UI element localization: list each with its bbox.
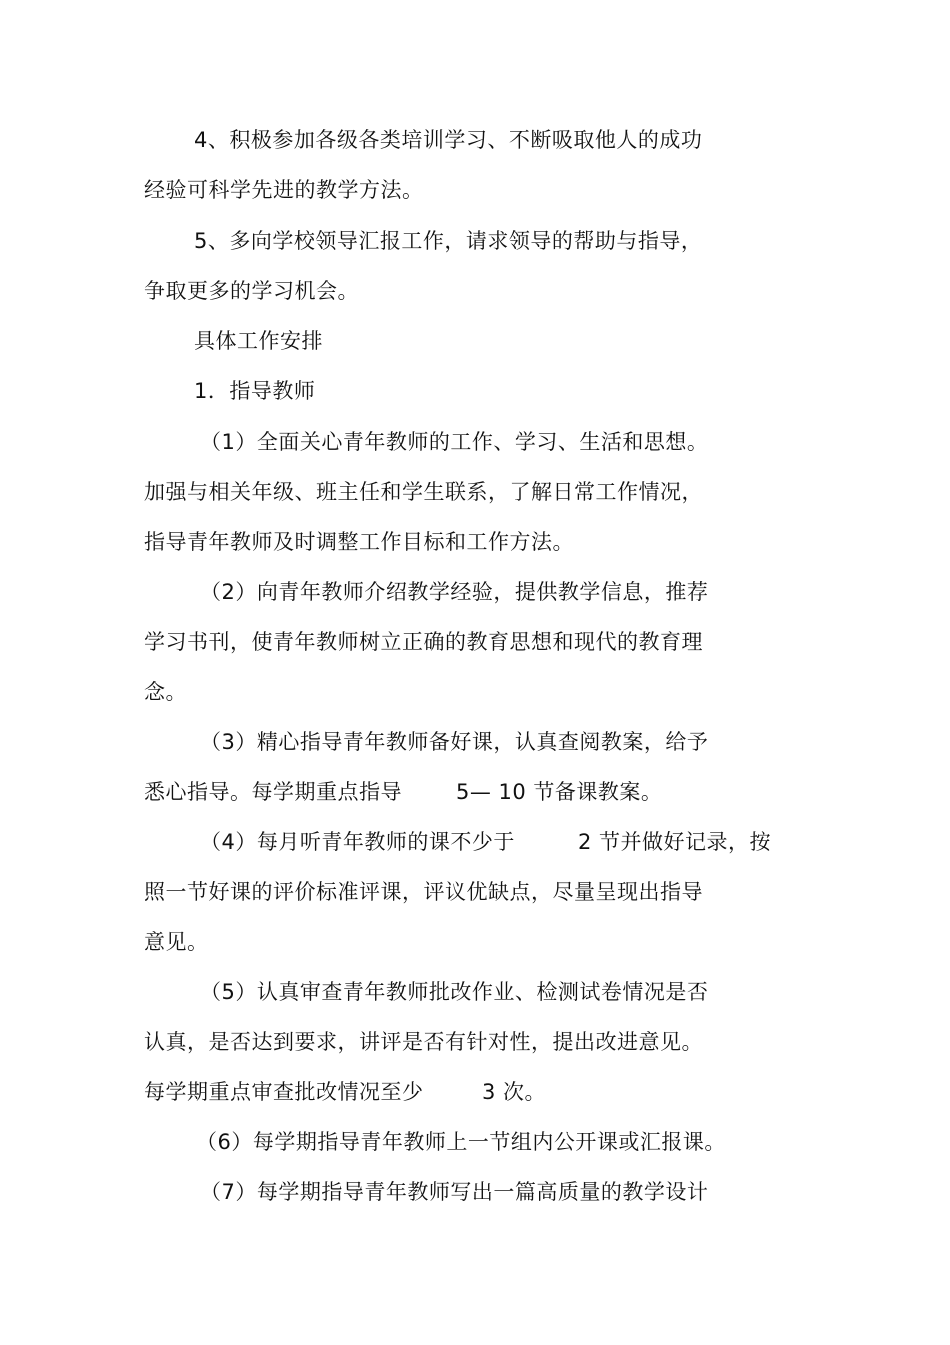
paragraph-line: 指导青年教师及时调整工作目标和工作方法。 — [144, 530, 574, 554]
paragraph-line: 每学期重点审查批改情况至少 — [144, 1080, 424, 1104]
section-heading: 具体工作安排 — [194, 329, 323, 353]
paragraph-line: （5）认真审查青年教师批改作业、检测试卷情况是否 — [200, 980, 709, 1004]
paragraph-line: 争取更多的学习机会。 — [144, 279, 359, 303]
paragraph-line: 认真，是否达到要求，讲评是否有针对性，提出改进意见。 — [144, 1030, 703, 1054]
paragraph-line: （6）每学期指导青年教师上一节组内公开课或汇报课。 — [196, 1130, 726, 1154]
paragraph-line: （2）向青年教师介绍教学经验，提供教学信息，推荐 — [200, 580, 709, 604]
paragraph-line: 学习书刊，使青年教师树立正确的教育思想和现代的教育理 — [144, 630, 703, 654]
paragraph-line: （4）每月听青年教师的课不少于 — [200, 830, 515, 854]
paragraph-line: 悉心指导。每学期重点指导 — [144, 780, 402, 804]
paragraph-line: （3）精心指导青年教师备好课，认真查阅教案，给予 — [200, 730, 709, 754]
paragraph-line-fragment: 3 次。 — [482, 1080, 547, 1104]
paragraph-line-fragment: 5— 10 节备课教案。 — [456, 780, 663, 804]
paragraph-line: 意见。 — [144, 930, 209, 954]
paragraph-line: 经验可科学先进的教学方法。 — [144, 178, 424, 202]
paragraph-line: （7）每学期指导青年教师写出一篇高质量的教学设计 — [200, 1180, 709, 1204]
paragraph-line: 照一节好课的评价标准评课，评议优缺点，尽量呈现出指导 — [144, 880, 703, 904]
subsection-heading: 1．指导教师 — [194, 379, 316, 403]
paragraph-line: 4、积极参加各级各类培训学习、不断吸取他人的成功 — [194, 128, 703, 152]
paragraph-line: 念。 — [144, 680, 187, 704]
paragraph-line: （1）全面关心青年教师的工作、学习、生活和思想。 — [200, 430, 709, 454]
paragraph-line-fragment: 2 节并做好记录，按 — [578, 830, 772, 854]
paragraph-line: 5、多向学校领导汇报工作，请求领导的帮助与指导， — [194, 229, 703, 253]
paragraph-line: 加强与相关年级、班主任和学生联系，了解日常工作情况， — [144, 480, 703, 504]
